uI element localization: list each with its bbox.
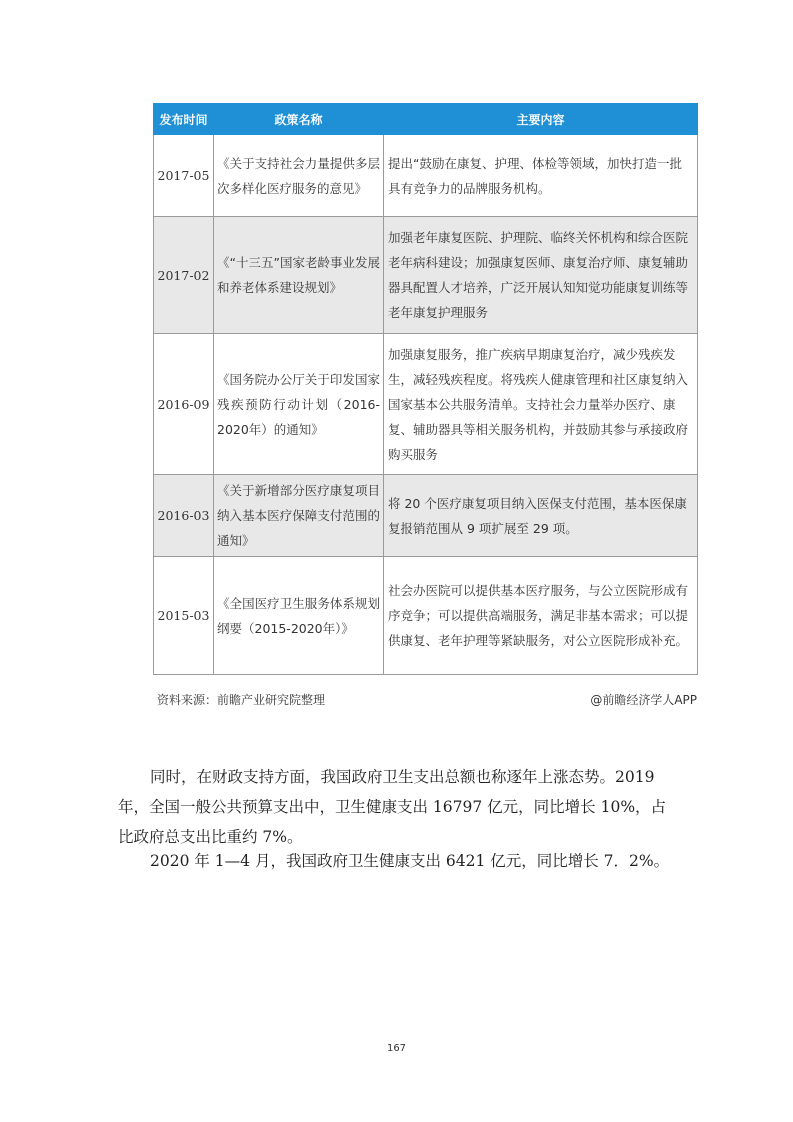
row-date: 2017-05 [154,135,214,217]
header-date: 发布时间 [154,104,214,135]
row-content: 加强康复服务，推广疾病早期康复治疗，减少残疾发生，减轻残疾程度。将残疾人健康管理和社区康复纳入国家基本公共服务清单。支持社会力量举办医疗、康复、辅助器具等相关服务机构，并鼓励其参与承接政府购买服务 [384,334,698,475]
table-header-row [154,104,698,135]
row-date: 2016-09 [154,334,214,475]
row-policy-name: 《关于新增部分医疗康复项目纳入基本医疗保障支付范围的通知》 [214,475,384,557]
row-content: 加强老年康复医院、护理院、临终关怀机构和综合医院老年病科建设；加强康复医师、康复治疗师、康复辅助器具配置人才培养，广泛开展认知知觉功能康复训练等老年康复护理服务 [384,217,698,334]
row-date: 2017-02 [154,217,214,334]
row-content: 将 20 个医疗康复项目纳入医保支付范围，基本医保康复报销范围从 9 项扩展至 29 项。 [384,475,698,557]
row-policy-name: 《国务院办公厅关于印发国家残疾预防行动计划（2016-2020年）的通知》 [214,334,384,475]
page-number: 167 [386,1043,407,1054]
table-row [154,135,698,217]
row-content: 社会办医院可以提供基本医疗服务，与公立医院形成有序竞争；可以提供高端服务，满足非基本需求；可以提供康复、老年护理等紧缺服务，对公立医院形成补充。 [384,557,698,675]
source-line [153,691,697,707]
header-policy-name: 政策名称 [214,104,384,135]
row-date: 2015-03 [154,557,214,675]
table-row [154,334,698,475]
table-row [154,557,698,675]
row-content: 提出“鼓励在康复、护理、体检等领域，加快打造一批具有竞争力的品牌服务机构。 [384,135,698,217]
source-note: 资料来源：前瞻产业研究院整理 [157,693,326,707]
row-policy-name: 《关于支持社会力量提供多层次多样化医疗服务的意见》 [214,135,384,217]
policy-table [153,103,698,675]
table-row [154,475,698,557]
row-policy-name: 《全国医疗卫生服务体系规划纲要（2015-2020年）》 [214,557,384,675]
table-row [154,217,698,334]
body-paragraph-2: 2020 年 1—4 月，我国政府卫生健康支出 6421 亿元，同比增长 7．2%。 [150,852,670,870]
body-paragraph-1: 同时，在财政支持方面，我国政府卫生支出总额也称逐年上涨态势。2019年，全国一般公共预算支出中，卫生健康支出 16797 亿元，同比增长 10%，占比政府总支出比重约 7%。 [118,768,667,846]
header-main-content: 主要内容 [384,104,698,135]
row-date: 2016-03 [154,475,214,557]
row-policy-name: 《“十三五”国家老龄事业发展和养老体系建设规划》 [214,217,384,334]
source-credit: @前瞻经济学人APP [590,693,697,707]
